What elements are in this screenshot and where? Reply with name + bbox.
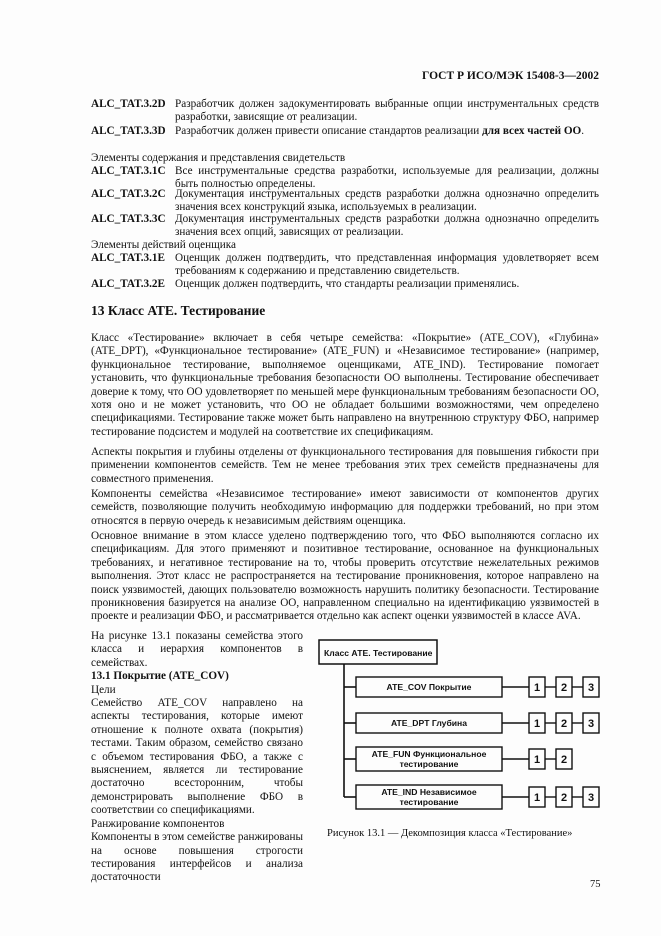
requirement-code: ALC_TAT.3.3D [91, 125, 166, 137]
ranking-heading: Ранжирование компонентов [91, 817, 225, 830]
requirement-text: Оценщик должен подтвердить, что стандарты реализации применялись. [175, 278, 520, 290]
requirement-code: ALC_TAT.3.1E [91, 252, 165, 264]
requirement-alc-tat-3-2c [91, 188, 599, 215]
body-paragraph-4: Основное внимание в этом классе уделено подтверждению того, что ФБО выполняются согласно их спецификациям. Для этого применяют и позитивное тестирование, основанное на функциональных требованиях, и негативное тестирование на то, чтобы проверить отсутствие нежелательных режимов выполнения. Этот класс не распространяется на тестирование проникновения, которое направлено на поиск уязвимостей, дающих пользователю возможность нарушить политику безопасности. Тестирование проникновения базируется на анализе ОО, направленном специально на идентификацию уязвимостей в проекте и реализации ФБО, и рассматривается отдельно как аспект оценки уязвимостей в классе AVA. [91, 530, 599, 623]
requirement-alc-tat-3-2e [91, 278, 599, 291]
requirement-code: ALC_TAT.3.2E [91, 278, 165, 290]
component-number: 1 [533, 754, 541, 766]
component-number: 2 [560, 792, 568, 804]
evaluator-elements-heading: Элементы действий оценщика [91, 239, 236, 251]
requirement-alc-tat-3-2d [91, 98, 599, 125]
requirement-text: Разработчик должен задокументировать выбранные опции инструментальных средств разработки, зависящие от реализации. [175, 98, 599, 124]
requirement-code: ALC_TAT.3.2D [91, 98, 166, 110]
root-label: Класс АТЕ. Тестирование [324, 648, 433, 658]
family-label: тестирование [399, 759, 459, 769]
page-number: 75 [590, 879, 601, 890]
figure-intro: На рисунке 13.1 показаны семейства этого класса и иерархия компонентов в семействах. [91, 630, 303, 669]
component-number: 3 [587, 682, 595, 694]
requirement-text: Документация инструментальных средств разработки должна однозначно определить значения всех опций, зависящих от реализации. [175, 213, 599, 239]
requirement-text: Разработчик должен привести описание стандартов реализации для всех частей ОО. [175, 125, 585, 137]
requirement-code: ALC_TAT.3.3C [91, 213, 166, 225]
document-header: ГОСТ Р ИСО/МЭК 15408-3—2002 [422, 70, 599, 82]
component-number: 2 [560, 718, 568, 730]
ranking-text: Компоненты в этом семействе ранжированы на основе повышения строгости тестирования интерфейсов и анализа достаточности [91, 831, 303, 884]
goals-heading: Цели [91, 683, 116, 696]
body-paragraph-3: Компоненты семейства «Независимое тестирование» имеют зависимости от компонентов других семейств, позволяющие получить необходимую информацию для поддержки требований, но при этом относятся в первую очередь к независимым действиям оценщика. [91, 488, 599, 527]
requirement-text: Оценщик должен подтвердить, что представленная информация удовлетворяет всем требованиям к содержанию и представлению свидетельств. [175, 252, 599, 278]
content-elements-heading: Элементы содержания и представления свидетельств [91, 152, 346, 164]
body-paragraph-2: Аспекты покрытия и глубины отделены от функционального тестирования для повышения гибкости при применении компонентов семейств. Тем не менее требования этих трех семейств предназначены для совместного применения. [91, 446, 599, 485]
family-label: ATE_FUN Функциональное [371, 749, 487, 759]
class-decomposition-diagram [316, 637, 606, 817]
component-number: 3 [587, 792, 595, 804]
component-number: 2 [560, 682, 568, 694]
requirement-alc-tat-3-3d [91, 125, 599, 138]
section-title: 13 Класс АТЕ. Тестирование [91, 303, 266, 318]
requirement-alc-tat-3-3c [91, 213, 599, 240]
requirement-code: ALC_TAT.3.1C [91, 165, 166, 177]
subsection-title: 13.1 Покрытие (ATE_COV) [91, 670, 229, 683]
goals-text: Семейство ATE_COV направлено на аспекты тестирования, которые имеют отношение к полноте охвата (покрытия) тестами. Таким образом, семейство связано с объемом тестирования ФБО, а также с выяснением, является ли тестирование достаточно всесторонним, чтобы демонстрировать выполнение ФБО в соответствии со спецификациями. [91, 697, 303, 817]
left-column [91, 630, 303, 885]
component-number: 1 [533, 718, 541, 730]
body-paragraph-1: Класс «Тестирование» включает в себя четыре семейства: «Покрытие» (ATE_COV), «Глубина» (ATE_DPT), «Функциональное тестирование» (ATE_FUN) и «Независимое тестирование» (например, функциональное тестирование, выполняемое оценщиками, ATE_IND). Тестирование помогает установить, что функциональные требования безопасности ОО выполнены. Тестирование обеспечивает доверие к тому, что ОО удовлетворяет по меньшей мере функциональным требованиям безопасности ОО, хотя оно и не может установить, что ОО не обладает большими возможностями, чем определено спецификациями. Тестирование также может быть направлено на внутреннюю структуру ФБО, например тестирование подсистем и модулей на соответствие их спецификациям. [91, 332, 599, 438]
family-label: тестирование [399, 797, 459, 807]
figure-caption: Рисунок 13.1 — Декомпозиция класса «Тестирование» [327, 828, 573, 839]
family-label: ATE_DPT Глубина [390, 718, 468, 728]
family-label: ATE_COV Покрытие [386, 682, 472, 692]
component-number: 2 [560, 754, 568, 766]
family-label: ATE_IND Независимое [381, 787, 477, 797]
requirement-text: Все инструментальные средства разработки, используемые для реализации, должны быть полностью определены. [175, 165, 599, 191]
requirement-code: ALC_TAT.3.2C [91, 188, 166, 200]
requirement-alc-tat-3-1e [91, 252, 599, 279]
component-number: 1 [533, 792, 541, 804]
component-number: 3 [587, 718, 595, 730]
component-number: 1 [533, 682, 541, 694]
requirement-text: Документация инструментальных средств разработки должна однозначно определить значения всех конструкций языка, используемых в реализации. [175, 188, 599, 214]
